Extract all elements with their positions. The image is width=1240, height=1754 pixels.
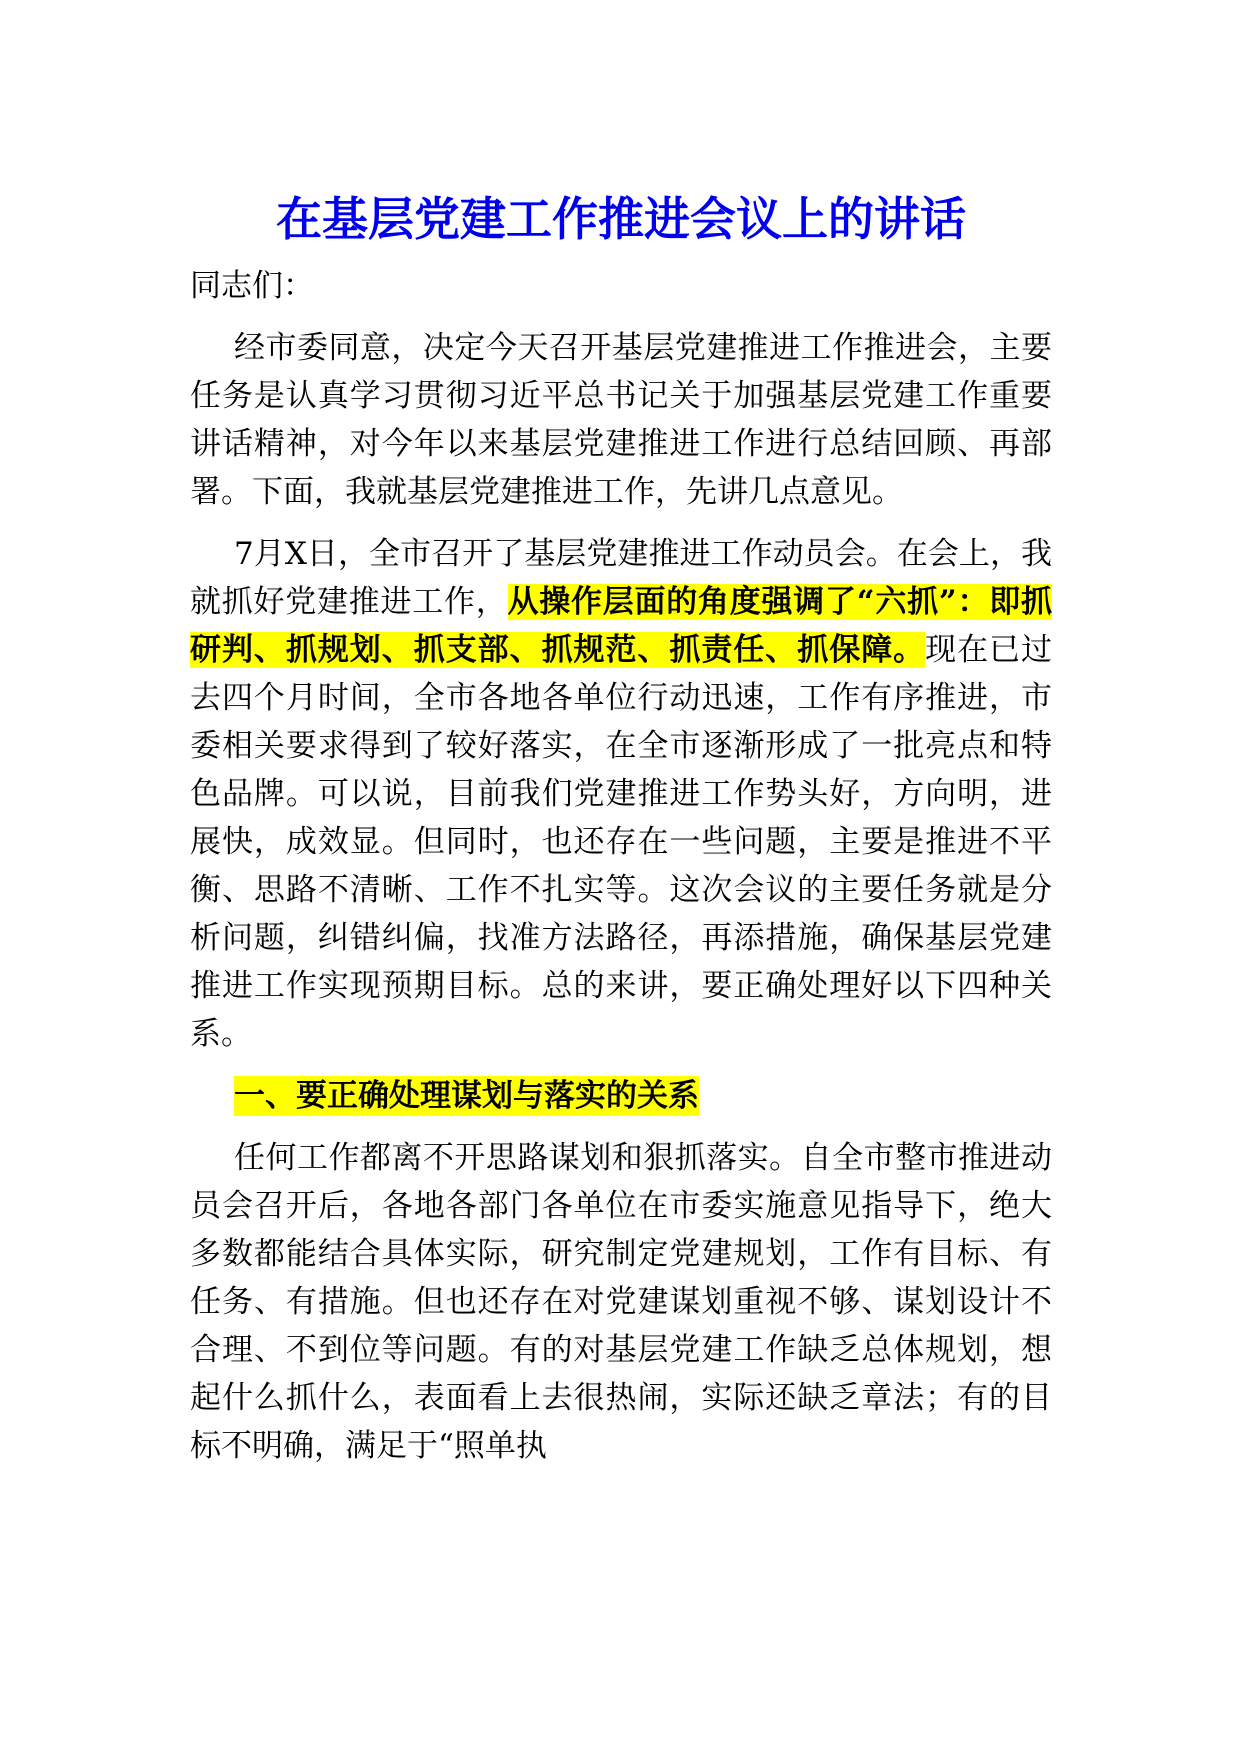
section-heading-1-text: 一、要正确处理谋划与落实的关系 (234, 1078, 699, 1114)
paragraph-2 (190, 530, 1052, 1058)
paragraph-3: 任何工作都离不开思路谋划和狠抓落实。自全市整市推进动员会召开后，各地各部门各单位在市委实施意见指导下，绝大多数都能结合具体实际，研究制定党建规划，工作有目标、有任务、有措施。但也还存在对党建谋划重视不够、谋划设计不合理、不到位等问题。有的对基层党建工作缺乏总体规划，想起什么抓什么，表面看上去很热闹，实际还缺乏章法；有的目标不明确，满足于“照单执 (190, 1140, 1052, 1464)
section-heading-1 (190, 1072, 1052, 1120)
paragraph-2-body: 现在已过去四个月时间，全市各地各单位行动迅速，工作有序推进，市委相关要求得到了较好落实，在全市逐渐形成了一批亮点和特色品牌。可以说，目前我们党建推进工作势头好，方向明，进展快，成效显。但同时，也还存在一些问题，主要是推进不平衡、思路不清晰、工作不扎实等。这次会议的主要任务就是分析问题，纠错纠偏，找准方法路径，再添措施，确保基层党建推进工作实现预期目标。总的来讲，要正确处理好以下四种关系。 (190, 632, 1053, 1052)
document-page (190, 190, 1052, 1484)
paragraph-1: 经市委同意，决定今天召开基层党建推进工作推进会，主要任务是认真学习贯彻习近平总书记关于加强基层党建工作重要讲话精神，对今年以来基层党建推进工作进行总结回顾、再部署。下面，我就基层党建推进工作，先讲几点意见。 (190, 330, 1052, 510)
document-title: 在基层党建工作推进会议上的讲话 (276, 192, 966, 246)
greeting: 同志们： (190, 268, 314, 304)
highlighted-six-points: 从操作层面的角度强调了“六抓”：即抓研判、抓规划、抓支部、抓规范、抓责任、抓保障。 (190, 584, 1052, 668)
paragraph-2-intro: 7月X日，全市召开了基层党建推进工作动员会。在会上，我就抓好党建推进工作， (190, 536, 1052, 620)
